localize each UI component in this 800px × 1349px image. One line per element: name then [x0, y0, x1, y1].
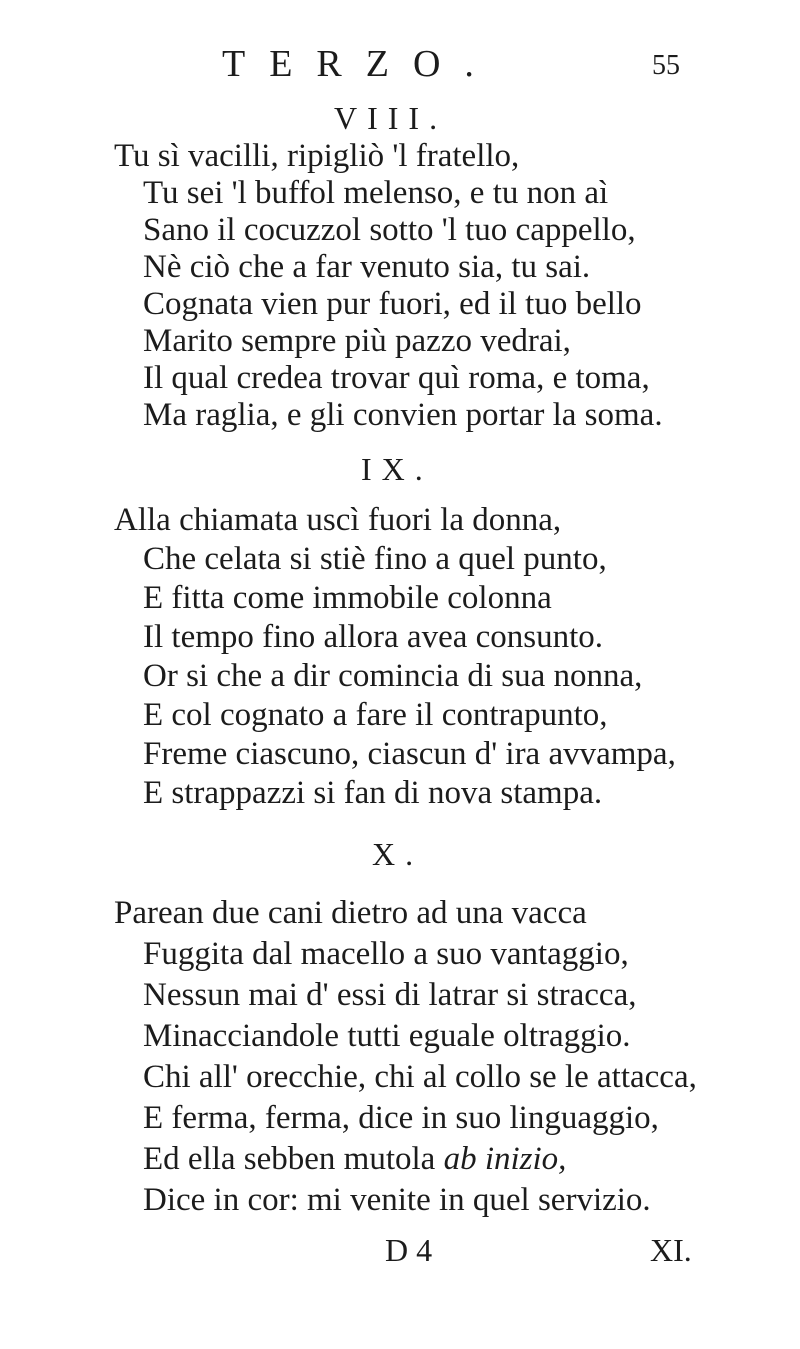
- verse-line: Parean due cani dietro ad una vacca: [114, 895, 587, 931]
- catchword: XI.: [650, 1232, 692, 1268]
- verse-line: Tu sei 'l buffol melenso, e tu non aì: [143, 175, 609, 211]
- verse-line: Ma raglia, e gli convien portar la soma.: [143, 397, 663, 433]
- verse-line: E strappazzi si fan di nova stampa.: [143, 775, 603, 811]
- latin-phrase: ab inizio,: [443, 1141, 567, 1177]
- verse-line: Cognata vien pur fuori, ed il tuo bello: [143, 286, 642, 322]
- stanza-number-viii: VIII.: [334, 100, 448, 136]
- verse-line: Tu sì vacilli, ripigliò 'l fratello,: [114, 138, 520, 174]
- verse-line: Alla chiamata uscì fuori la donna,: [114, 502, 562, 538]
- running-title: TERZO.: [222, 43, 498, 85]
- verse-line: Minacciandole tutti eguale oltraggio.: [143, 1018, 631, 1054]
- page-number: 55: [652, 50, 680, 81]
- verse-line: Dice in cor: mi venite in quel servizio.: [143, 1182, 651, 1218]
- verse-line: Freme ciascuno, ciascun d' ira avvampa,: [143, 736, 676, 772]
- stanza-number-ix: IX.: [361, 451, 433, 487]
- page-footer: [385, 1232, 692, 1269]
- verse-line: E ferma, ferma, dice in suo linguaggio,: [143, 1100, 659, 1136]
- verse-line: Or si che a dir comincia di sua nonna,: [143, 658, 643, 694]
- verse-line: Fuggita dal macello a suo vantaggio,: [143, 936, 629, 972]
- verse-line: Chi all' orecchie, chi al collo se le attacca,: [143, 1059, 697, 1095]
- verse-line: Marito sempre più pazzo vedrai,: [143, 323, 571, 359]
- verse-line: E col cognato a fare il contrapunto,: [143, 697, 608, 733]
- verse-line: Che celata si stiè fino a quel punto,: [143, 541, 607, 577]
- verse-line: Nessun mai d' essi di latrar si stracca,: [143, 977, 637, 1013]
- verse-line: Il qual credea trovar quì roma, e toma,: [143, 360, 650, 396]
- verse-line: Nè ciò che a far venuto sia, tu sai.: [143, 249, 591, 285]
- verse-line: [143, 1143, 566, 1176]
- verse-text: Ed ella sebben mutola: [143, 1141, 436, 1177]
- verse-line: Sano il cocuzzol sotto 'l tuo cappello,: [143, 212, 636, 248]
- stanza-number-x: X.: [372, 836, 424, 872]
- verse-line: Il tempo fino allora avea consunto.: [143, 619, 604, 655]
- signature-mark: D 4: [385, 1232, 433, 1268]
- verse-line: E fitta come immobile colonna: [143, 580, 552, 616]
